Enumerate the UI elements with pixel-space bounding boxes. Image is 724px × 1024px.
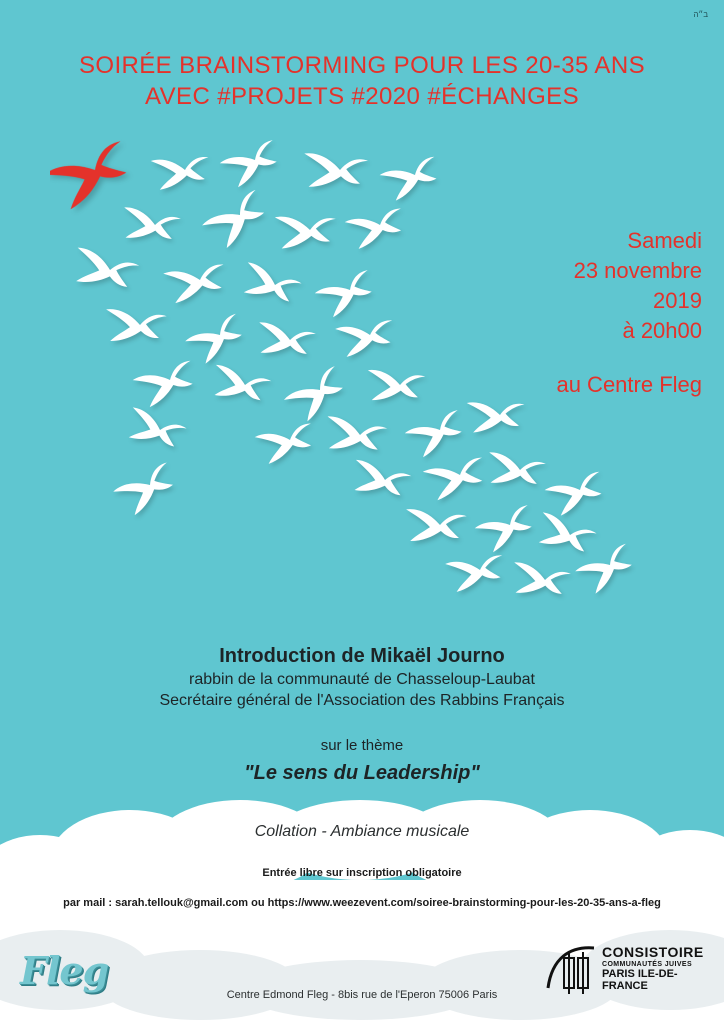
event-datetime <box>574 226 702 346</box>
event-venue: au Centre Fleg <box>556 372 702 397</box>
speaker-name: Introduction de Mikaël Journo <box>219 645 505 667</box>
speaker-role-1: rabbin de la communauté de Chasseloup-Laubat <box>188 671 535 688</box>
collation-text: Collation - Ambiance musicale <box>254 823 470 840</box>
consistoire-text <box>602 944 712 992</box>
event-time: à 20h00 <box>622 318 702 343</box>
contact-info: par mail : sarah.tellouk@gmail.com ou https://www.weezevent.com/soiree-brainstorming-pour-les-20-35-ans-a-fleg <box>63 897 661 909</box>
corner-mark: ב״ה <box>693 10 708 19</box>
event-title <box>0 50 724 112</box>
fleg-logo: Fleg <box>20 948 109 993</box>
event-day: Samedi <box>627 228 702 253</box>
entry-info: Entrée libre sur inscription obligatoire <box>262 867 462 879</box>
consistoire-emblem-icon <box>540 938 600 998</box>
theme-label: sur le thème <box>320 737 404 754</box>
consistoire-subtitle: COMMUNAUTÉS JUIVES <box>602 961 693 968</box>
title-line-1: SOIRÉE BRAINSTORMING POUR LES 20-35 ANS <box>79 52 645 79</box>
event-date: 23 novembre <box>573 258 702 283</box>
venue-address: Centre Edmond Fleg - 8bis rue de l'Eperon 75006 Paris <box>226 989 498 1001</box>
consistoire-region: PARIS ILE-DE-FRANCE <box>602 968 678 992</box>
theme-title: "Le sens du Leadership" <box>244 762 480 784</box>
intro-block <box>0 643 724 711</box>
title-line-2: AVEC #PROJETS #2020 #ÉCHANGES <box>145 83 579 110</box>
event-year: 2019 <box>653 288 702 313</box>
speaker-role-2: Secrétaire général de l'Association des Rabbins Français <box>159 692 565 709</box>
consistoire-name: CONSISTOIRE <box>602 944 704 960</box>
consistoire-logo <box>540 938 710 1002</box>
